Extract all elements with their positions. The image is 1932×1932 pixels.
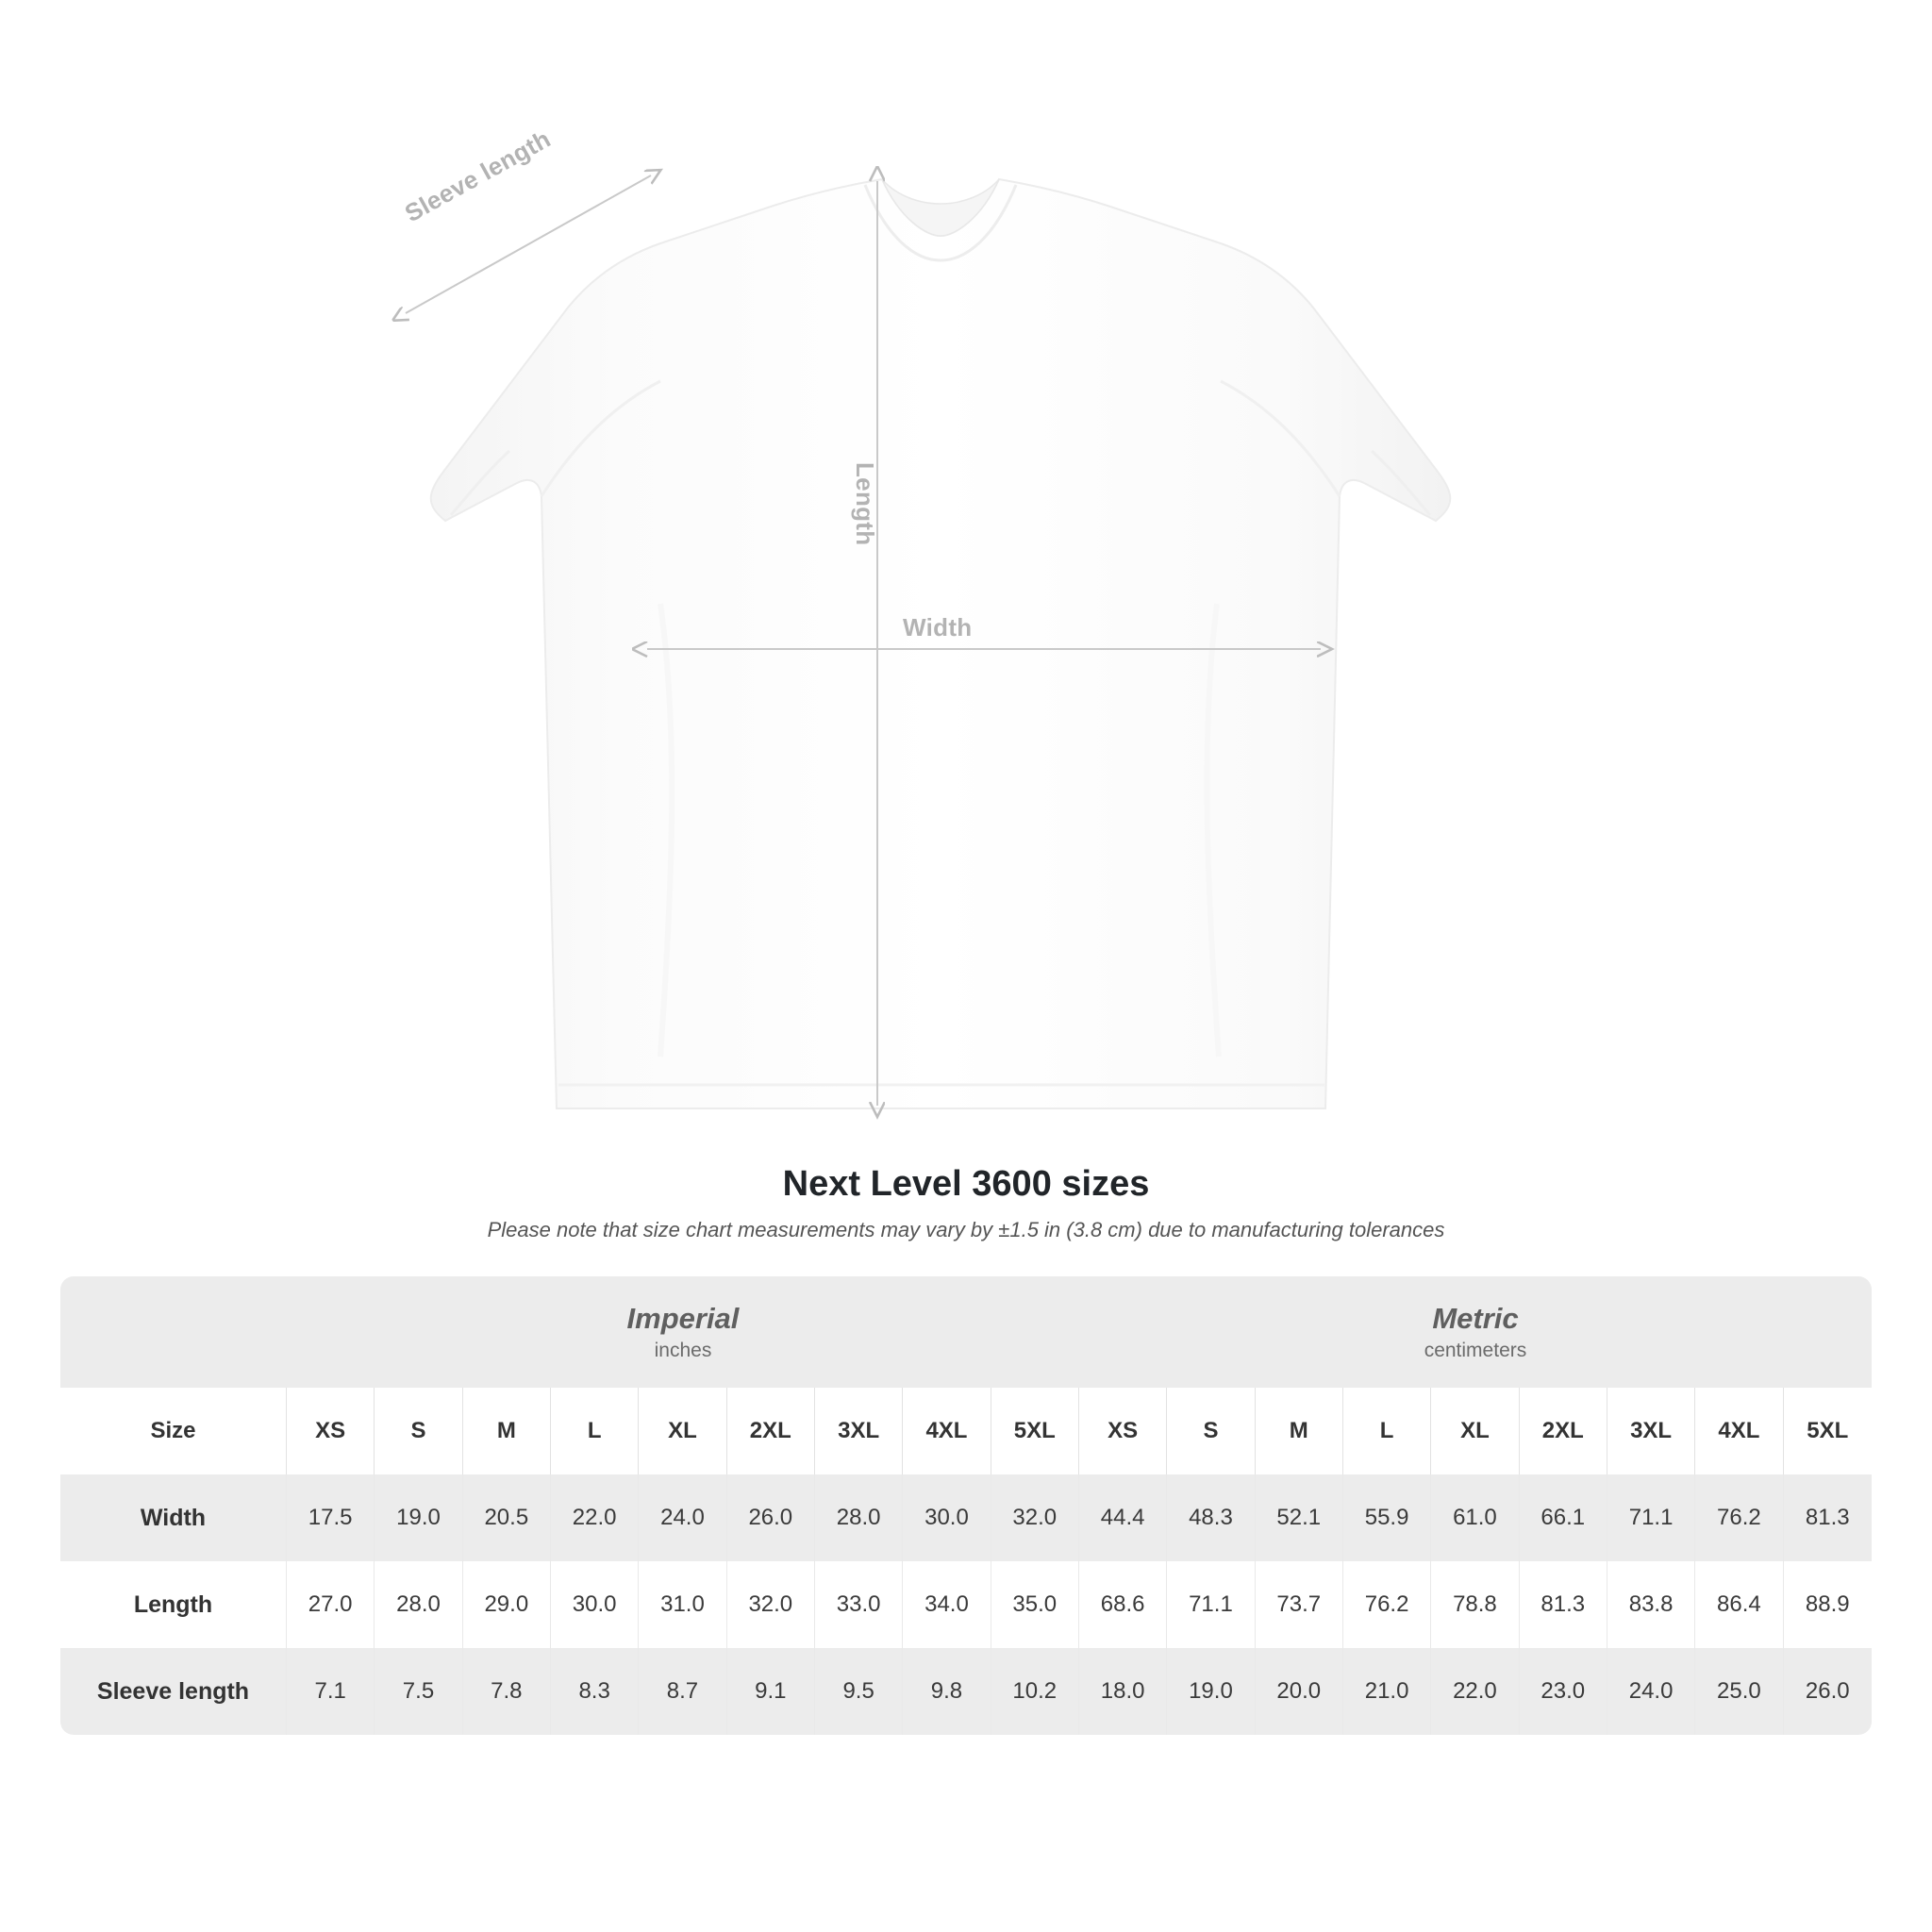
- cell-sleeve-imp-5xl: 10.2: [991, 1648, 1079, 1735]
- tolerance-note: Please note that size chart measurements may vary by ±1.5 in (3.8 cm) due to manufacturing tolerances: [487, 1218, 1445, 1241]
- cell-width-imp-xl: 24.0: [639, 1474, 726, 1561]
- size-header-met-xl: XL: [1431, 1388, 1519, 1474]
- cell-width-imp-5xl: 32.0: [991, 1474, 1079, 1561]
- row-label-sleeve-length: Sleeve length: [60, 1648, 287, 1735]
- cell-sleeve-imp-s: 7.5: [375, 1648, 462, 1735]
- cell-width-met-2xl: 66.1: [1520, 1474, 1607, 1561]
- size-header-met-3xl: 3XL: [1607, 1388, 1695, 1474]
- cell-length-imp-l: 30.0: [551, 1561, 639, 1648]
- cell-sleeve-met-s: 19.0: [1167, 1648, 1255, 1735]
- size-header-row: [60, 1388, 1872, 1474]
- cell-sleeve-met-3xl: 24.0: [1607, 1648, 1695, 1735]
- cell-length-met-xl: 78.8: [1431, 1561, 1519, 1648]
- cell-sleeve-met-m: 20.0: [1256, 1648, 1343, 1735]
- cell-width-met-5xl: 81.3: [1784, 1474, 1872, 1561]
- size-header-met-5xl: 5XL: [1784, 1388, 1872, 1474]
- row-label-length: Length: [60, 1561, 287, 1648]
- cell-width-met-s: 48.3: [1167, 1474, 1255, 1561]
- size-table-wrapper: [60, 1276, 1872, 1735]
- size-header-imp-2xl: 2XL: [727, 1388, 815, 1474]
- size-header-met-l: L: [1343, 1388, 1431, 1474]
- cell-sleeve-imp-l: 8.3: [551, 1648, 639, 1735]
- cell-width-met-4xl: 76.2: [1695, 1474, 1783, 1561]
- unit-group-imperial-sub: inches: [654, 1340, 712, 1361]
- cell-width-imp-3xl: 28.0: [815, 1474, 903, 1561]
- cell-sleeve-met-2xl: 23.0: [1520, 1648, 1607, 1735]
- cell-sleeve-met-xs: 18.0: [1079, 1648, 1167, 1735]
- cell-length-met-3xl: 83.8: [1607, 1561, 1695, 1648]
- cell-sleeve-imp-3xl: 9.5: [815, 1648, 903, 1735]
- cell-width-met-m: 52.1: [1256, 1474, 1343, 1561]
- cell-width-imp-2xl: 26.0: [727, 1474, 815, 1561]
- size-header-imp-4xl: 4XL: [903, 1388, 991, 1474]
- cell-length-imp-xl: 31.0: [639, 1561, 726, 1648]
- cell-sleeve-met-l: 21.0: [1343, 1648, 1431, 1735]
- sleeve-length-label: Sleeve length: [400, 124, 556, 228]
- cell-sleeve-imp-4xl: 9.8: [903, 1648, 991, 1735]
- cell-width-imp-s: 19.0: [375, 1474, 462, 1561]
- size-header-met-2xl: 2XL: [1520, 1388, 1607, 1474]
- size-header-met-4xl: 4XL: [1695, 1388, 1783, 1474]
- table-corner-cell: [60, 1276, 287, 1388]
- size-header-imp-l: L: [551, 1388, 639, 1474]
- page-title: Next Level 3600 sizes: [782, 1164, 1150, 1204]
- cell-length-met-4xl: 86.4: [1695, 1561, 1783, 1648]
- table-row: [60, 1474, 1872, 1561]
- unit-group-imperial: [287, 1276, 1079, 1388]
- length-label: Length: [851, 462, 879, 546]
- cell-length-met-m: 73.7: [1256, 1561, 1343, 1648]
- cell-sleeve-imp-m: 7.8: [463, 1648, 551, 1735]
- cell-sleeve-imp-xs: 7.1: [287, 1648, 375, 1735]
- size-header-imp-3xl: 3XL: [815, 1388, 903, 1474]
- cell-length-imp-4xl: 34.0: [903, 1561, 991, 1648]
- unit-group-metric-sub: centimeters: [1424, 1340, 1527, 1361]
- cell-width-met-xs: 44.4: [1079, 1474, 1167, 1561]
- table-row: [60, 1648, 1872, 1735]
- cell-length-imp-5xl: 35.0: [991, 1561, 1079, 1648]
- width-label: Width: [903, 613, 973, 641]
- cell-length-imp-3xl: 33.0: [815, 1561, 903, 1648]
- cell-width-imp-l: 22.0: [551, 1474, 639, 1561]
- cell-width-imp-4xl: 30.0: [903, 1474, 991, 1561]
- size-header-imp-m: M: [463, 1388, 551, 1474]
- size-header-imp-xs: XS: [287, 1388, 375, 1474]
- cell-sleeve-imp-2xl: 9.1: [727, 1648, 815, 1735]
- size-header-imp-s: S: [375, 1388, 462, 1474]
- cell-sleeve-met-xl: 22.0: [1431, 1648, 1519, 1735]
- table-row: [60, 1561, 1872, 1648]
- cell-length-met-xs: 68.6: [1079, 1561, 1167, 1648]
- cell-length-imp-s: 28.0: [375, 1561, 462, 1648]
- size-header-imp-5xl: 5XL: [991, 1388, 1079, 1474]
- cell-length-imp-m: 29.0: [463, 1561, 551, 1648]
- cell-length-imp-2xl: 32.0: [727, 1561, 815, 1648]
- cell-length-met-l: 76.2: [1343, 1561, 1431, 1648]
- size-header-imp-xl: XL: [639, 1388, 726, 1474]
- title-block: [0, 1164, 1932, 1242]
- cell-length-imp-xs: 27.0: [287, 1561, 375, 1648]
- cell-width-imp-m: 20.5: [463, 1474, 551, 1561]
- cell-sleeve-imp-xl: 8.7: [639, 1648, 726, 1735]
- cell-width-met-xl: 61.0: [1431, 1474, 1519, 1561]
- cell-sleeve-met-5xl: 26.0: [1784, 1648, 1872, 1735]
- unit-header-row: [60, 1276, 1872, 1388]
- cell-length-met-s: 71.1: [1167, 1561, 1255, 1648]
- unit-group-metric-name: Metric: [1432, 1302, 1519, 1335]
- size-table: [60, 1276, 1872, 1735]
- size-header-met-s: S: [1167, 1388, 1255, 1474]
- row-label-width: Width: [60, 1474, 287, 1561]
- size-header-label: Size: [60, 1388, 287, 1474]
- cell-width-imp-xs: 17.5: [287, 1474, 375, 1561]
- unit-group-imperial-name: Imperial: [626, 1302, 740, 1335]
- cell-length-met-2xl: 81.3: [1520, 1561, 1607, 1648]
- size-header-met-xs: XS: [1079, 1388, 1167, 1474]
- cell-length-met-5xl: 88.9: [1784, 1561, 1872, 1648]
- tshirt-shape: [431, 179, 1451, 1108]
- cell-width-met-l: 55.9: [1343, 1474, 1431, 1561]
- unit-group-metric: [1079, 1276, 1872, 1388]
- size-header-met-m: M: [1256, 1388, 1343, 1474]
- cell-sleeve-met-4xl: 25.0: [1695, 1648, 1783, 1735]
- cell-width-met-3xl: 71.1: [1607, 1474, 1695, 1561]
